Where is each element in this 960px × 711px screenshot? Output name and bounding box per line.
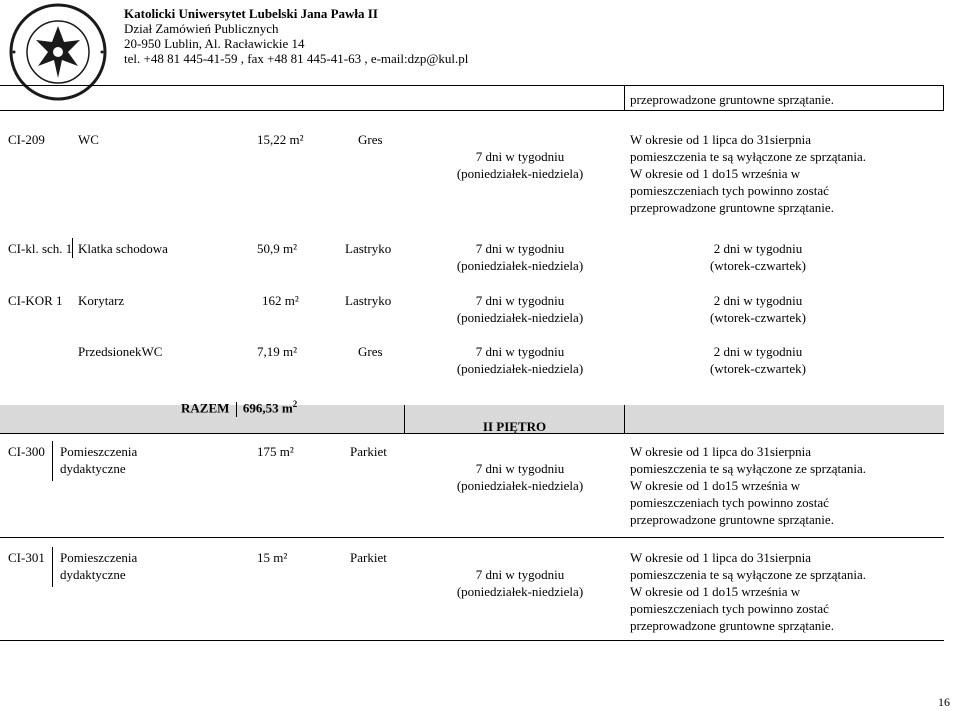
row-name: Pomieszczenia xyxy=(60,550,138,565)
cell-divider xyxy=(72,238,73,258)
row-frequency-days: (poniedziałek-niedziela) xyxy=(456,166,584,181)
row-frequency-days: (poniedziałek-niedziela) xyxy=(456,310,584,325)
row-floor: Gres xyxy=(358,344,383,359)
row-note-line: W okresie od 1 do15 września w xyxy=(630,584,801,599)
table-top-border xyxy=(0,85,944,86)
row-alt-frequency-days: (wtorek-czwartek) xyxy=(710,310,806,325)
row-note-line: pomieszczeniach tych powinno zostać xyxy=(630,183,829,198)
row-note-line: przeprowadzone gruntowne sprzątanie. xyxy=(630,512,834,527)
row-note-line: W okresie od 1 do15 września w xyxy=(630,166,801,181)
row-area: 7,19 m² xyxy=(257,344,298,359)
row-floor: Lastryko xyxy=(345,293,392,308)
row-note-line: pomieszczenia te są wyłączone ze sprzątania. xyxy=(630,567,867,582)
row-note-line: pomieszczenia te są wyłączone ze sprzątania. xyxy=(630,461,867,476)
row-frequency: 7 dni w tygodniu xyxy=(475,344,565,359)
row-note-line: przeprowadzone gruntowne sprzątanie. xyxy=(630,618,834,633)
row-note-line: pomieszczeniach tych powinno zostać xyxy=(630,601,829,616)
row-floor: Gres xyxy=(358,132,383,147)
row-id: CI-301 xyxy=(8,550,45,565)
row-floor: Lastryko xyxy=(345,241,392,256)
row-frequency-days: (poniedziałek-niedziela) xyxy=(456,258,584,273)
row-note-line: W okresie od 1 do15 września w xyxy=(630,478,801,493)
row-note-line: przeprowadzone gruntowne sprzątanie. xyxy=(630,200,834,215)
row-name: WC xyxy=(78,132,99,147)
total-label: RAZEM xyxy=(181,400,230,416)
table-bottom-border xyxy=(0,640,944,641)
total-divider xyxy=(236,402,237,417)
row-note-line: W okresie od 1 lipca do 31sierpnia xyxy=(630,444,811,459)
row-area: 50,9 m² xyxy=(257,241,298,256)
section-right-divider xyxy=(624,405,625,433)
row-alt-frequency: 2 dni w tygodniu xyxy=(713,293,803,308)
row-frequency-days: (poniedziałek-niedziela) xyxy=(456,361,584,376)
row-frequency: 7 dni w tygodniu xyxy=(475,567,565,582)
row-name: Pomieszczenia xyxy=(60,444,138,459)
row-alt-frequency-days: (wtorek-czwartek) xyxy=(710,258,806,273)
cell-divider xyxy=(52,441,53,481)
top-fragment-note: przeprowadzone gruntowne sprzątanie. xyxy=(630,92,834,107)
header-contact: tel. +48 81 445-41-59 , fax +48 81 445-41-63 , e-mail:dzp@kul.pl xyxy=(124,51,469,66)
header-department: Dział Zamówień Publicznych xyxy=(124,21,279,36)
row-area: 15,22 m² xyxy=(257,132,304,147)
row-note-line: W okresie od 1 lipca do 31sierpnia xyxy=(630,132,811,147)
row-alt-frequency: 2 dni w tygodniu xyxy=(713,241,803,256)
row-floor: Parkiet xyxy=(350,550,387,565)
row-frequency: 7 dni w tygodniu xyxy=(475,241,565,256)
row-frequency-days: (poniedziałek-niedziela) xyxy=(456,478,584,493)
total-row xyxy=(181,396,297,417)
row-note-line: W okresie od 1 lipca do 31sierpnia xyxy=(630,550,811,565)
header-address: 20-950 Lublin, Al. Racławickie 14 xyxy=(124,36,305,51)
row-divider xyxy=(0,110,944,111)
row-frequency: 7 dni w tygodniu xyxy=(475,149,565,164)
row-area: 175 m² xyxy=(257,444,294,459)
row-note-line: pomieszczenia te są wyłączone ze sprzątania. xyxy=(630,149,867,164)
row-name-cont: dydaktyczne xyxy=(60,461,126,476)
row-area: 15 m² xyxy=(257,550,288,565)
row-frequency: 7 dni w tygodniu xyxy=(475,293,565,308)
row-name: PrzedsionekWC xyxy=(78,344,163,359)
row-area: 162 m² xyxy=(262,293,299,308)
row-note-line: pomieszczeniach tych powinno zostać xyxy=(630,495,829,510)
column-divider xyxy=(624,85,625,110)
header-university: Katolicki Uniwersytet Lubelski Jana Pawła II xyxy=(124,6,378,21)
table-right-border xyxy=(943,85,944,110)
row-id: CI-209 xyxy=(8,132,45,147)
row-alt-frequency: 2 dni w tygodniu xyxy=(713,344,803,359)
row-frequency-days: (poniedziałek-niedziela) xyxy=(456,584,584,599)
row-name: Klatka schodowa xyxy=(78,241,168,256)
total-unit-exponent: 2 xyxy=(292,399,298,409)
row-floor: Parkiet xyxy=(350,444,387,459)
total-value: 696,53 m xyxy=(242,400,293,416)
row-frequency: 7 dni w tygodniu xyxy=(475,461,565,476)
row-divider-2 xyxy=(0,537,944,538)
row-name: Korytarz xyxy=(78,293,125,308)
section-heading: II PIĘTRO xyxy=(482,419,547,434)
row-id: CI-kl. sch. 1 xyxy=(8,241,73,256)
cell-divider xyxy=(52,547,53,587)
university-seal-logo xyxy=(8,2,108,102)
row-alt-frequency-days: (wtorek-czwartek) xyxy=(710,361,806,376)
page-number: 16 xyxy=(938,695,950,709)
row-id: CI-KOR 1 xyxy=(8,293,63,308)
row-name-cont: dydaktyczne xyxy=(60,567,126,582)
row-id: CI-300 xyxy=(8,444,45,459)
